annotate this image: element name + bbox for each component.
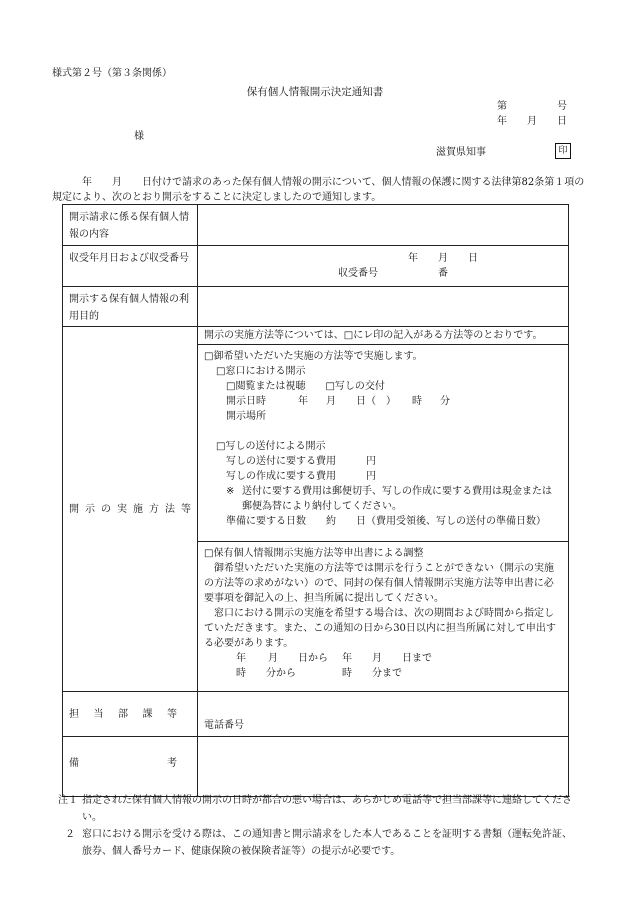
info-content-label: 開示請求に係る保有個人情報の内容 xyxy=(63,205,198,246)
row-remarks xyxy=(63,737,569,797)
fee-mail: 写しの送付に要する費用 円 xyxy=(226,456,376,467)
remarks-label-text: 備 考 xyxy=(69,758,177,769)
fee-copy: 写しの作成に要する費用 円 xyxy=(226,471,376,482)
period-times: 時 分から 時 分まで xyxy=(236,668,402,679)
disclosure-datetime: 開示日時 年 月 日（ ） 時 分 xyxy=(226,396,450,407)
row-info-content xyxy=(63,205,569,246)
row-received xyxy=(63,246,569,287)
method-label-text: 開 示 の 実 施 方 法 等 xyxy=(69,503,191,515)
method-note: 開示の実施方法等については、□にレ印の記入がある方法等のとおりです。 xyxy=(198,327,569,345)
intro-paragraph: 年 月 日付けで請求のあった保有個人情報の開示について、個人情報の保護に関する法律第82条第１項の規定により、次のとおり開示をすることに決定しましたので通知します。 xyxy=(52,177,585,203)
row-department xyxy=(63,692,569,737)
disclosure-place: 開示場所 xyxy=(226,411,266,422)
department-value xyxy=(198,692,569,737)
period-dates: 年 月 日から 年 月 日まで xyxy=(236,653,432,664)
method-b-cell xyxy=(198,542,569,692)
footnote-1: 注１ 指定された保有個人情報の開示の日時が都合の悪い場合は、あらかじめ電話等で担当部課等に連絡してください。 xyxy=(58,795,572,823)
row-method-note xyxy=(63,327,569,345)
form-number: 様式第２号（第３条関係） xyxy=(52,68,172,79)
method-a-checkbox-option[interactable]: □御希望いただいた実施の方法等で実施します。 xyxy=(204,351,423,362)
info-content-value xyxy=(198,205,569,246)
caution-note: ※ 送付に要する費用は郵便切手、写しの作成に要する費用は現金または郵便為替により納付してください。 xyxy=(226,486,552,512)
mail-checkbox-option[interactable]: □写しの送付による開示 xyxy=(216,441,326,452)
window-options[interactable]: □閲覧または視聴 □写しの交付 xyxy=(226,381,385,392)
document-date-label: 年 月 日 xyxy=(497,116,567,127)
recipient-suffix: 様 xyxy=(134,131,144,142)
received-value xyxy=(198,246,569,287)
document-number-label: 第 号 xyxy=(497,101,567,112)
row-purpose xyxy=(63,287,569,327)
document-title: 保有個人情報開示決定通知書 xyxy=(246,86,384,98)
footnote-2: ２ 窓口における開示を受ける際は、この通知書と開示請求をした本人であることを証明する書類（運転免許証、旅券、個人番号カード、健康保険の被保険者証等）の提示が必要です。 xyxy=(65,829,572,857)
method-b-para2: 窓口における開示の実施を希望する場合は、次の期間および時間から指定していただきます。また、この通知の日から30日以内に担当所属に対して申出する必要があります。 xyxy=(204,608,556,649)
disclosure-form-table xyxy=(62,204,569,797)
received-label: 収受年月日および収受番号 xyxy=(63,246,198,287)
remarks-label xyxy=(63,737,198,797)
footnotes xyxy=(58,792,580,860)
purpose-label: 開示する保有個人情報の利用目的 xyxy=(63,287,198,327)
method-b-checkbox-option[interactable]: □保有個人情報開示実施方法等申出書による調整 xyxy=(204,548,424,559)
window-checkbox-option[interactable]: □窓口における開示 xyxy=(216,366,306,377)
method-a-cell xyxy=(198,345,569,542)
remarks-value xyxy=(198,737,569,797)
seal-mark: 印 xyxy=(555,143,571,159)
issuer-name: 滋賀県知事 xyxy=(436,147,486,158)
phone-label: 電話番号 xyxy=(204,720,244,731)
method-b-para1: 御希望いただいた実施の方法等では開示を行うことができない（開示の実施の方法等の求めがない）ので、同封の保有個人情報開示実施方法等申出書に必要事項を御記入の上、担当所属に提出してください。 xyxy=(204,563,554,604)
department-label-text: 担 当 部 課 等 xyxy=(69,708,177,720)
prep-days: 準備に要する日数 約 日（費用受領後、写しの送付の準備日数） xyxy=(226,516,546,527)
department-label xyxy=(63,692,198,737)
received-date: 年 月 日 xyxy=(408,253,478,264)
purpose-value xyxy=(198,287,569,327)
received-number: 収受番号 番 xyxy=(338,268,448,279)
method-label xyxy=(63,327,198,692)
